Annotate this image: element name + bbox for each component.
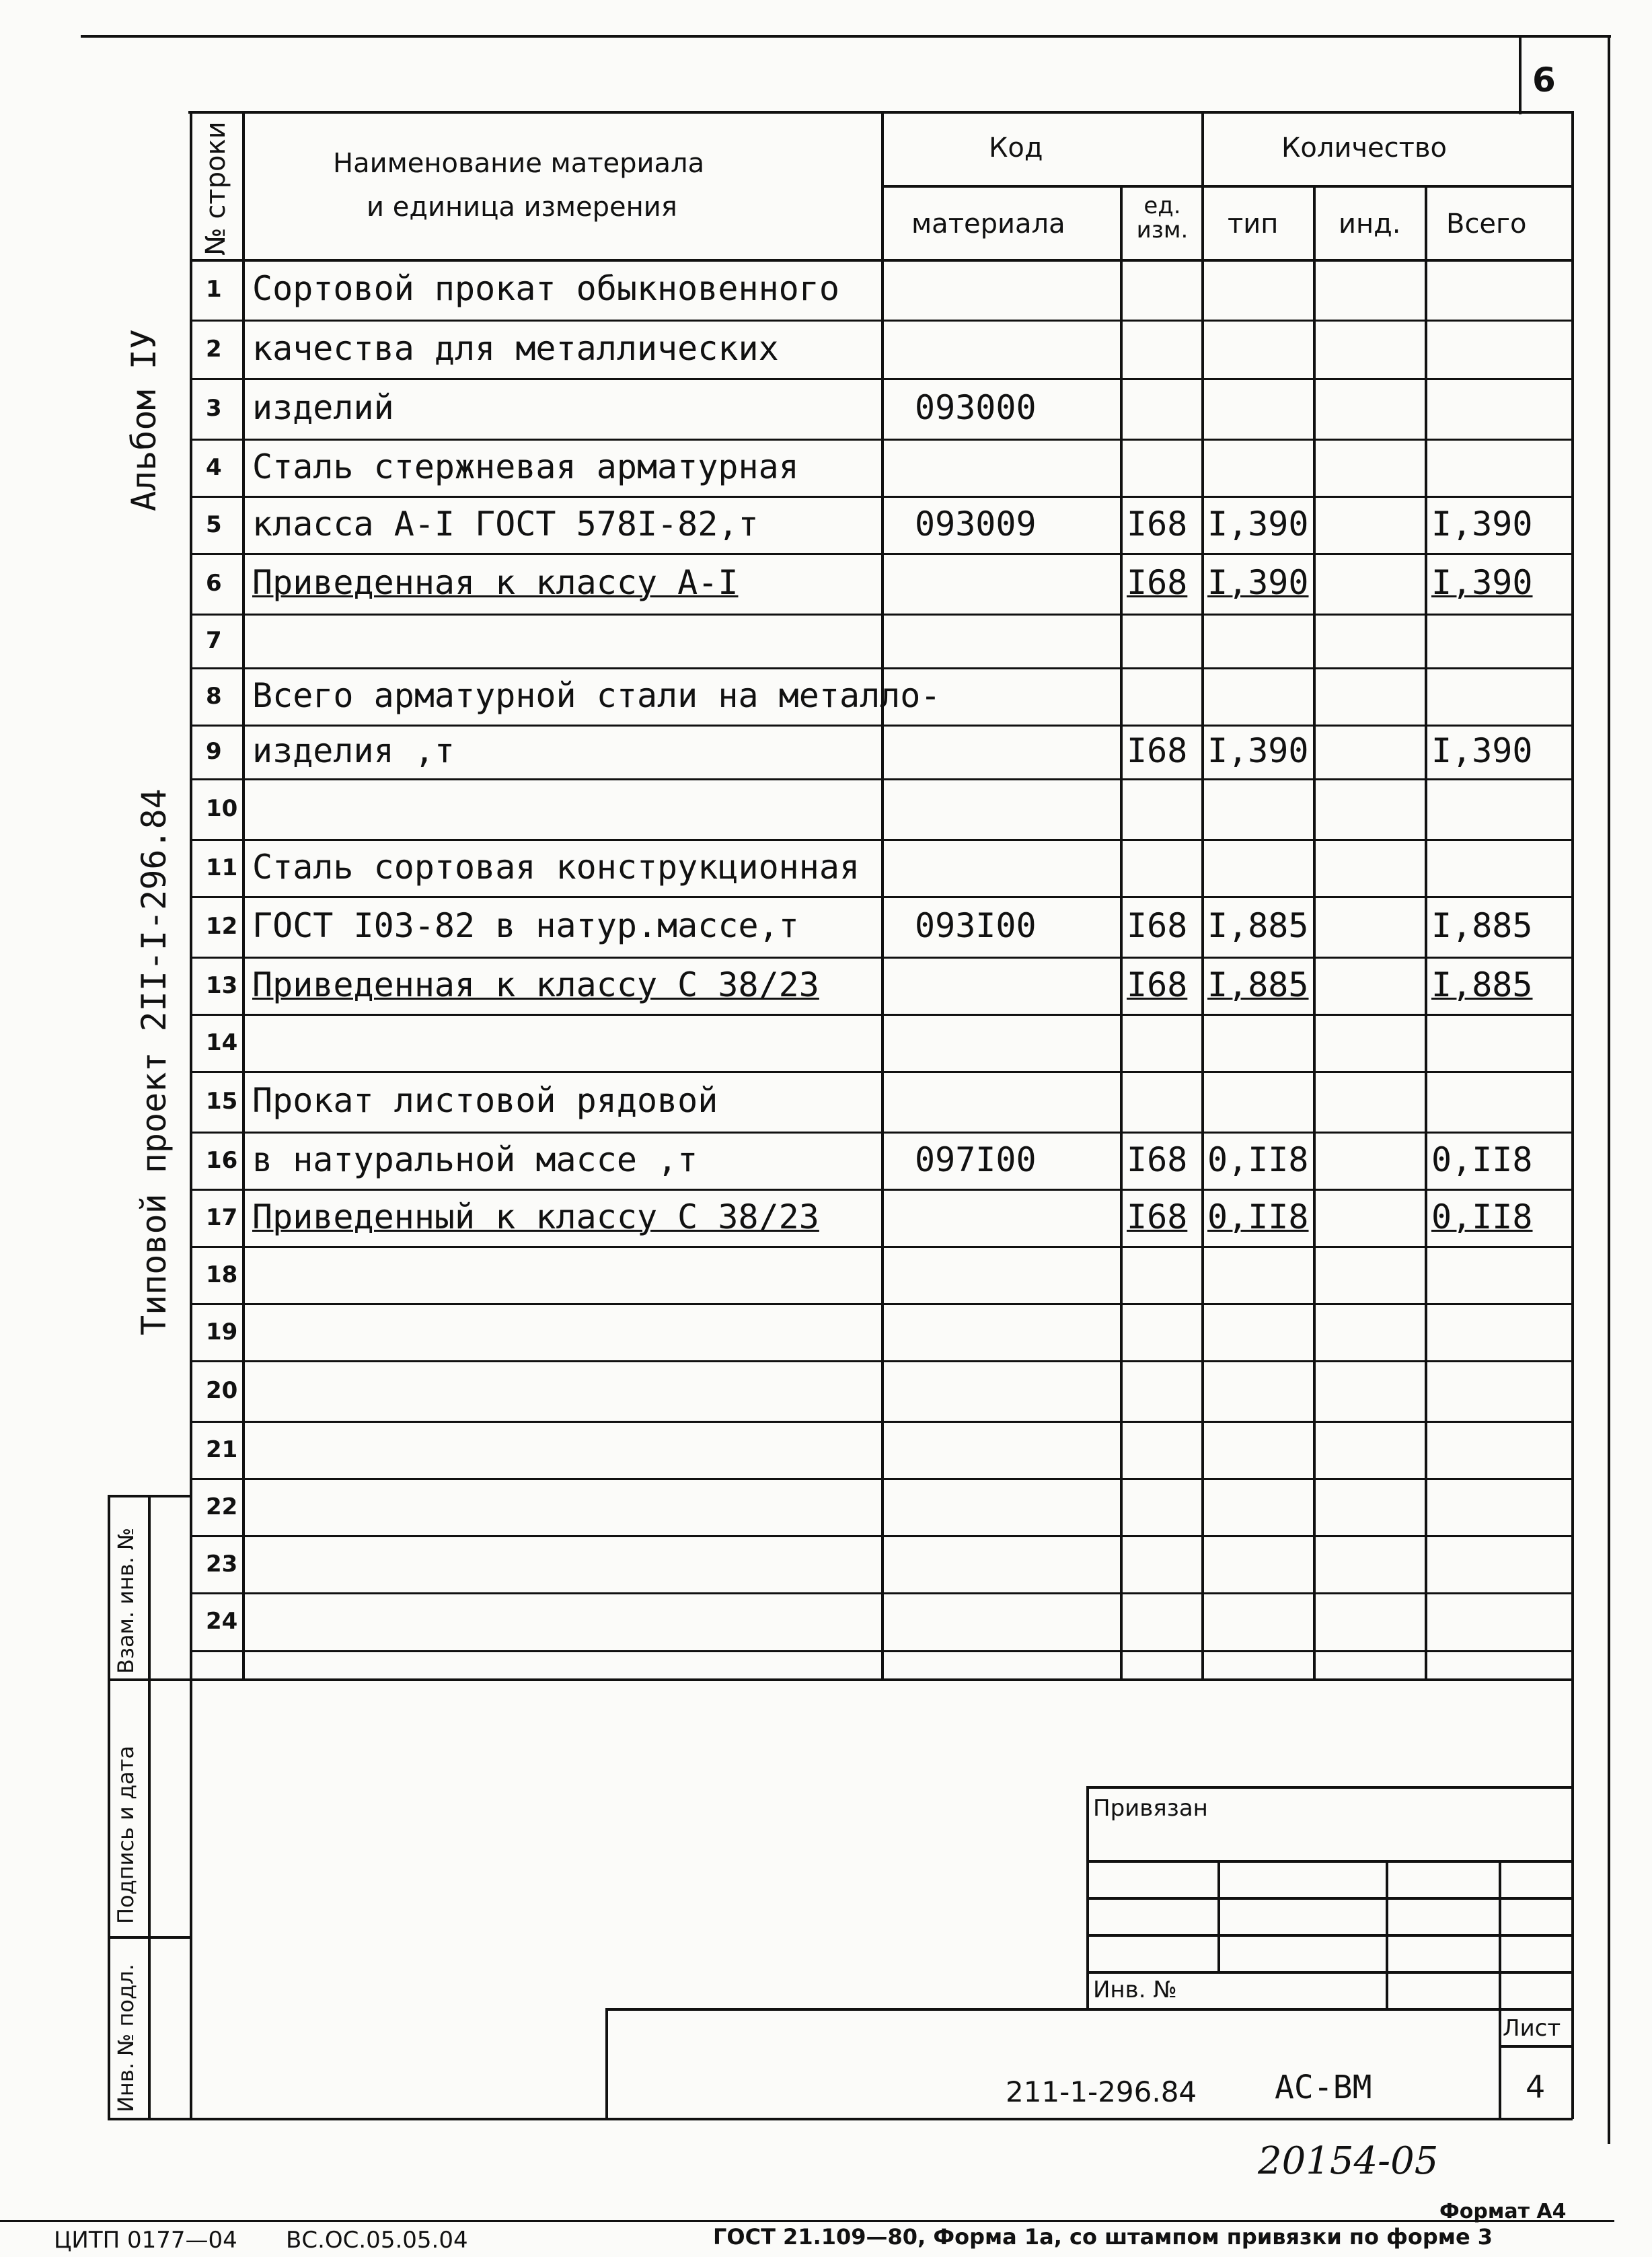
stamp-doc-code: 211-1-296.84 [1006,2075,1197,2108]
material-code: 093009 [915,504,1037,544]
row-divider [190,896,1573,898]
material-code: 097I00 [915,1140,1037,1179]
stamp-col3 [1499,1860,1501,2119]
row-number: 3 [206,395,222,422]
row-divider [190,725,1573,727]
header-qty-type: тип [1228,209,1279,239]
unit-col-line [1120,185,1123,1678]
row-number: 17 [206,1204,238,1231]
margin-label-vzam: Взам. инв. № [113,1527,139,1674]
side-label-project: Типовой проект 2II-I-296.84 [135,788,174,1335]
footer-format: Формат А4 [1439,2200,1567,2223]
stamp-top [1086,1786,1573,1789]
row-divider [190,778,1573,780]
row-divider [190,1360,1573,1362]
margin-box-line1 [108,1678,191,1681]
stamp-privyazan: Привязан [1093,1795,1208,1822]
header-code: Код [989,133,1043,163]
header-name-line2: и единица измерения [367,192,677,223]
stamp-sheet-number: 4 [1526,2069,1546,2105]
row-divider [190,614,1573,616]
unit-code: I68 [1127,504,1188,544]
row-number: 23 [206,1550,238,1578]
corner-box-left [1519,35,1522,114]
qty-total: I,885 [1431,906,1533,945]
row-number: 13 [206,971,238,999]
footer-line [0,2220,1614,2222]
handwritten-number: 20154-05 [1258,2139,1439,2183]
qty-type: 0,II8 [1207,1140,1309,1179]
row-number: 19 [206,1318,238,1345]
header-subline [881,185,1573,188]
material-name: Сталь сортовая конструкционная [252,847,860,887]
qty-total: I,885 [1431,965,1533,1004]
header-qty-total: Всего [1446,209,1527,239]
row-number: 24 [206,1608,238,1635]
row-number: 21 [206,1436,238,1463]
unit-code: I68 [1127,965,1188,1004]
row-divider [190,378,1573,380]
stamp-doc-mark: АС-ВМ [1275,2069,1372,2106]
qty-total: 0,II8 [1431,1197,1533,1236]
table-bottom [190,1678,1573,1681]
header-code-unit: ед. изм. [1136,192,1189,244]
material-name: изделия ,т [252,731,455,770]
row-divider [190,957,1573,959]
material-name: Сталь стержневая арматурная [252,447,799,486]
row-divider [190,839,1573,841]
qty-total: 0,II8 [1431,1140,1533,1179]
material-name: Приведенная к классу А-I [252,563,739,602]
row-divider [190,667,1573,669]
table-left [190,111,192,2119]
page-bottom-line [190,2118,1573,2120]
row-divider [190,1189,1573,1191]
header-quantity: Количество [1281,133,1448,163]
qty-total: I,390 [1431,731,1533,770]
row-number: 10 [206,795,238,822]
row-divider [190,1303,1573,1305]
stamp-inv-no: Инв. № [1093,1976,1177,2003]
qty-type: I,885 [1207,965,1309,1004]
row-divider [190,1592,1573,1594]
total-col-line [1425,185,1427,1678]
margin-label-inv-podl: Инв. № подл. [113,1964,139,2112]
row-divider [190,1535,1573,1537]
material-name: изделий [252,388,394,427]
material-name: класса А-I ГОСТ 578I-82,т [252,504,759,544]
row-number: 6 [206,570,222,597]
qty-total: I,390 [1431,563,1533,602]
row-number: 7 [206,627,222,654]
qty-total: I,390 [1431,504,1533,544]
margin-label-podpis: Подпись и дата [113,1745,139,1924]
unit-code: I68 [1127,1140,1188,1179]
margin-box-left [108,1495,110,2119]
table-right [1571,111,1574,2119]
stamp-line5 [605,2008,1573,2011]
unit-code: I68 [1127,563,1188,602]
header-bottom [190,259,1573,262]
margin-box-line2 [108,1936,191,1939]
margin-box-mid [148,1495,151,2119]
material-name: Приведенный к классу С 38/23 [252,1197,819,1236]
row-number: 11 [206,854,238,881]
footer-left-code: ЦИТП 0177—04 [54,2227,237,2254]
qty-type: I,885 [1207,906,1309,945]
row-divider [190,1071,1573,1073]
row-divider [190,1132,1573,1134]
header-code-material: материала [911,209,1065,239]
material-name: ГОСТ I03-82 в натур.массе,т [252,906,799,945]
row-number: 1 [206,276,222,303]
row-number: 8 [206,682,222,710]
row-divider [190,1478,1573,1480]
row-divider [190,553,1573,555]
margin-box-top [108,1495,191,1497]
row-divider [190,1650,1573,1652]
material-code: 093I00 [915,906,1037,945]
qty-type: I,390 [1207,731,1309,770]
right-border [1608,35,1610,2144]
row-divider [190,1014,1573,1016]
top-border [81,35,1611,38]
row-number: 14 [206,1029,238,1056]
ind-col-line [1313,185,1316,1678]
row-divider [190,439,1573,441]
unit-code: I68 [1127,1197,1188,1236]
row-no-col-line [242,111,245,1678]
material-code: 093000 [915,388,1037,427]
row-number: 2 [206,335,222,363]
material-name: в натуральной массе ,т [252,1140,698,1179]
row-divider [190,1421,1573,1423]
row-divider [190,1246,1573,1248]
qty-type: I,390 [1207,504,1309,544]
row-number: 12 [206,913,238,940]
material-name: Всего арматурной стали на металло- [252,675,941,715]
row-divider [190,496,1573,498]
row-number: 20 [206,1377,238,1404]
row-number: 4 [206,453,222,481]
row-number: 18 [206,1261,238,1288]
material-name: качества для металлических [252,328,779,368]
side-label-album: Альбом IУ [124,329,163,511]
header-qty-ind: инд. [1339,209,1401,239]
stamp-col1 [1217,1860,1220,1971]
stamp-col2 [1386,1860,1388,2008]
qty-type: I,390 [1207,563,1309,602]
qty-type: 0,II8 [1207,1197,1309,1236]
code-col-line [881,111,884,1678]
material-name: Сортовой прокат обыкновенного [252,269,839,308]
row-number: 9 [206,738,222,765]
type-col-line [1201,111,1204,1678]
stamp-list-label: Лист [1503,2015,1561,2042]
row-number: 15 [206,1088,238,1115]
footer-mid-code: ВС.ОС.05.05.04 [286,2227,468,2254]
material-name: Прокат листовой рядовой [252,1081,718,1120]
stamp-main-left [605,2008,608,2119]
row-number: 22 [206,1493,238,1520]
stamp-list-line [1499,2045,1573,2048]
header-row-no: № строки [200,121,231,256]
unit-code: I68 [1127,906,1188,945]
footer-gost: ГОСТ 21.109—80, Форма 1а, со штампом привязки по форме 3 [713,2224,1493,2250]
sheet-corner-number: 6 [1532,61,1556,100]
row-number: 5 [206,511,222,538]
header-name-line1: Наименование материала [333,148,705,179]
material-name: Приведенная к классу С 38/23 [252,965,819,1004]
row-number: 16 [206,1146,238,1174]
row-divider [190,320,1573,322]
unit-code: I68 [1127,731,1188,770]
